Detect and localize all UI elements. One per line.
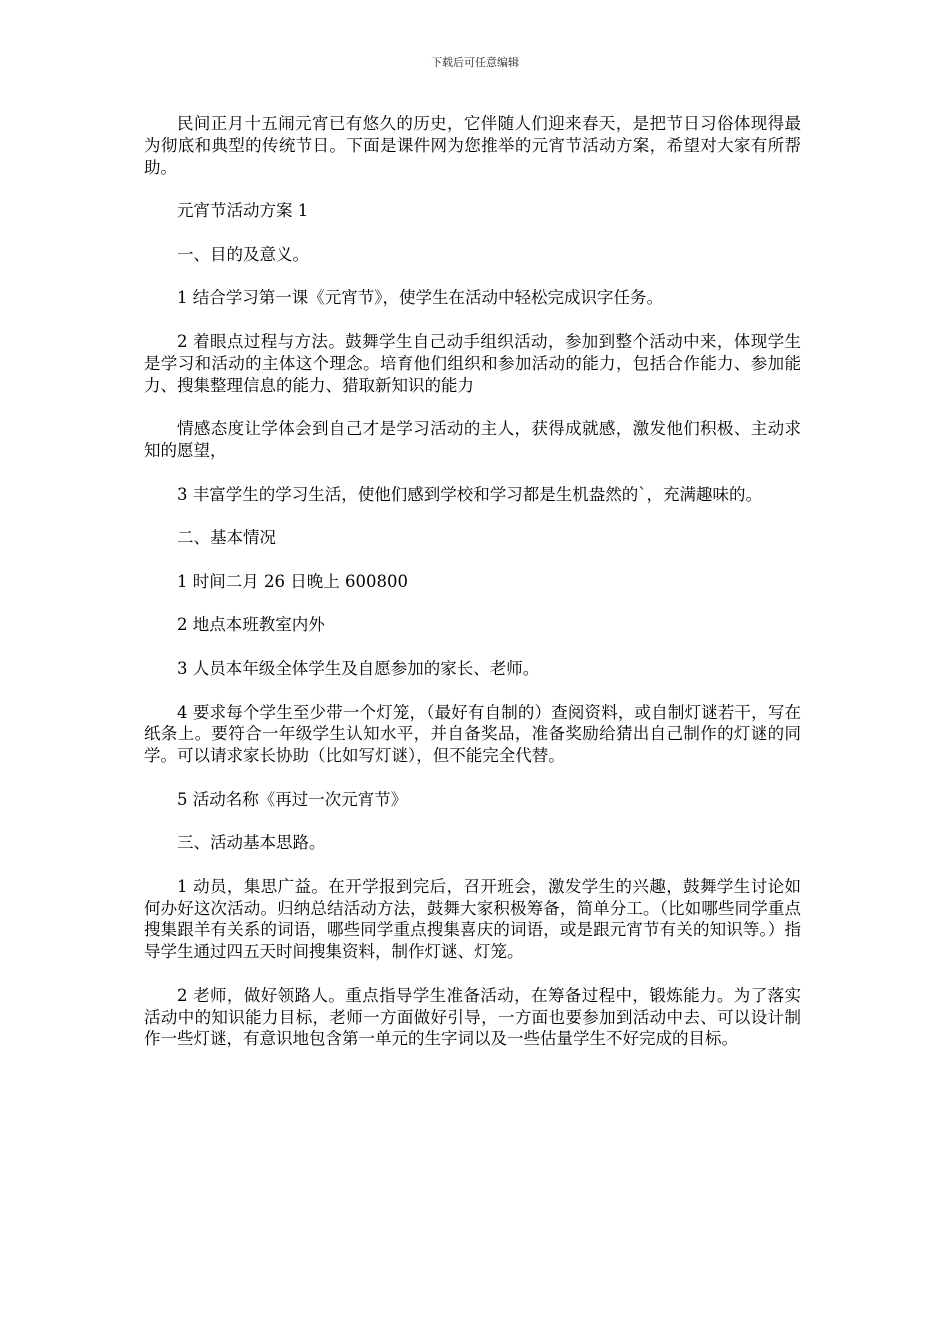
paragraph: 1 动员，集思广益。在开学报到完后，召开班会，激发学生的兴趣，鼓舞学生讨论如何办好这次活动。归纳总结活动方法，鼓舞大家积极筹备，简单分工。（比如哪些同学重点搜集跟羊有关系的词语，哪些同学重点搜集喜庆的词语，或是跟元宵节有关的知识等。）指导学生通过四五天时间搜集资料，制作灯谜、灯笼。 [144, 876, 801, 962]
paragraph: 2 地点本班教室内外 [177, 615, 325, 635]
document-body [144, 113, 801, 1072]
heading-purpose: 一、目的及意义。 [177, 244, 309, 264]
paragraph: 3 丰富学生的学习生活，使他们感到学校和学习都是生机盎然的`，充满趣味的。 [177, 484, 762, 504]
heading-basic-info: 二、基本情况 [177, 528, 276, 548]
paragraph: 1 时间二月 26 日晚上 600800 [177, 571, 408, 591]
paragraph: 4 要求每个学生至少带一个灯笼，（最好有自制的）查阅资料，或自制灯谜若干，写在纸条上。要符合一年级学生认知水平，并自备奖品，准备奖励给猜出自己制作的灯谜的同学。可以请求家长协助（比如写灯谜），但不能完全代替。 [144, 702, 801, 766]
header-note: 下载后可任意编辑 [431, 56, 519, 69]
paragraph: 情感态度让学体会到自己才是学习活动的主人，获得成就感，激发他们积极、主动求知的愿望， [144, 419, 801, 460]
paragraph: 3 人员本年级全体学生及自愿参加的家长、老师。 [177, 658, 540, 678]
paragraph: 2 着眼点过程与方法。鼓舞学生自己动手组织活动，参加到整个活动中来，体现学生是学习和活动的主体这个理念。培育他们组织和参加活动的能力，包括合作能力、参加能力、搜集整理信息的能力、猎取新知识的能力 [144, 331, 801, 395]
page-header [0, 56, 950, 70]
section-title: 元宵节活动方案 1 [177, 201, 309, 221]
paragraph: 2 老师，做好领路人。重点指导学生准备活动，在筹备过程中，锻炼能力。为了落实活动中的知识能力目标，老师一方面做好引导，一方面也要参加到活动中去、可以设计制作一些灯谜，有意识地包含第一单元的生字词以及一些估量学生不好完成的目标。 [144, 985, 801, 1049]
paragraph: 1 结合学习第一课《元宵节》，使学生在活动中轻松完成识字任务。 [177, 288, 663, 308]
paragraph: 5 活动名称《再过一次元宵节》 [177, 789, 408, 809]
intro-paragraph: 民间正月十五闹元宵已有悠久的历史，它伴随人们迎来春天，是把节日习俗体现得最为彻底和典型的传统节日。下面是课件网为您推举的元宵节活动方案，希望对大家有所帮助。 [144, 114, 801, 177]
heading-approach: 三、活动基本思路。 [177, 833, 326, 853]
